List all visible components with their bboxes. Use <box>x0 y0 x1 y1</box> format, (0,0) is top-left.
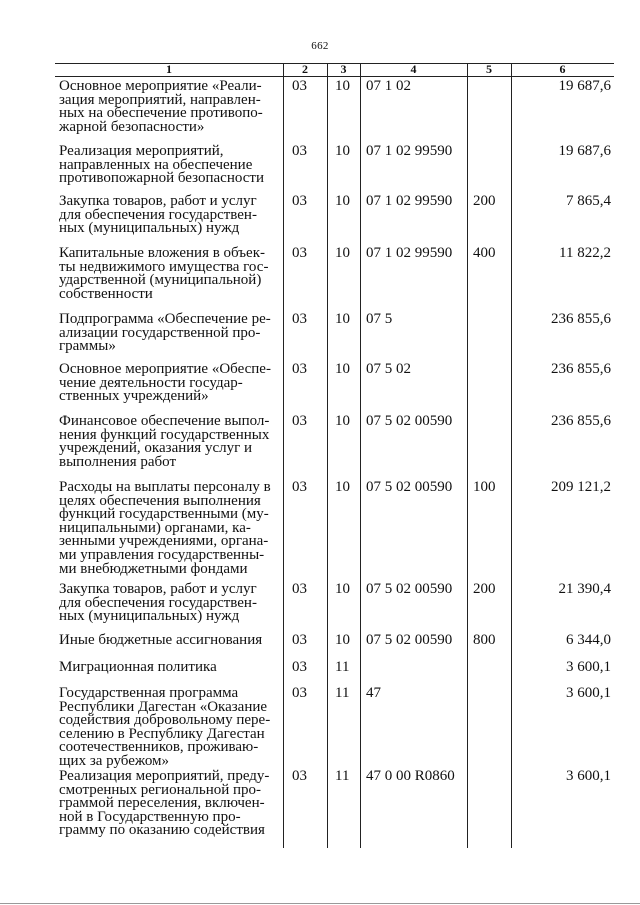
row-name-line: Миграционная политика <box>59 659 217 675</box>
row-section: 03 <box>292 659 307 675</box>
row-target-code: 07 5 02 00590 <box>366 581 453 597</box>
row-amount: 11 822,2 <box>559 245 611 261</box>
row-section: 03 <box>292 768 307 784</box>
row-subsection: 10 <box>335 193 350 209</box>
row-amount: 3 600,1 <box>566 768 611 784</box>
column-divider <box>511 63 512 848</box>
row-subsection: 10 <box>335 581 350 597</box>
page-number: 662 <box>311 40 329 52</box>
row-name-line: ных (муниципальных) нужд <box>59 608 240 625</box>
row-name-line: граммы» <box>59 338 116 355</box>
row-name-line: Основное мероприятие «Реали- <box>59 78 262 94</box>
header-col-3: 3 <box>340 62 347 76</box>
row-name <box>59 583 279 624</box>
row-name-line: грамму по оказанию содействия <box>59 822 265 839</box>
row-section: 03 <box>292 361 307 377</box>
row-name-line: щих за рубежом» <box>59 752 170 769</box>
row-name <box>59 687 279 769</box>
row-name-line: выполнения работ <box>59 453 177 470</box>
row-name <box>59 481 279 576</box>
page-bottom-rule <box>0 903 640 904</box>
row-name-line: Республики Дагестан «Оказание <box>59 698 268 715</box>
row-name <box>59 415 279 469</box>
row-name-line: граммой переселения, включен- <box>59 795 265 812</box>
row-expense-type: 200 <box>473 581 496 597</box>
row-name <box>59 770 279 838</box>
row-name-line: направленных на обеспечение <box>59 156 253 173</box>
row-expense-type: 800 <box>473 632 496 648</box>
row-name-line: ми внебюджетными фондами <box>59 560 248 577</box>
row-subsection: 11 <box>335 768 350 784</box>
row-name-line: соотечественников, проживаю- <box>59 739 259 756</box>
row-name <box>59 145 279 186</box>
row-section: 03 <box>292 311 307 327</box>
row-name-line: ной в Государственную про- <box>59 808 241 825</box>
row-expense-type: 100 <box>473 479 496 495</box>
row-target-code: 07 5 <box>366 311 393 327</box>
row-name-line: Подпрограмма «Обеспечение ре- <box>59 311 271 327</box>
row-name-line: ниципальными) органами, ка- <box>59 519 251 536</box>
row-expense-type: 200 <box>473 193 496 209</box>
row-name-line: нения функций государственных <box>59 426 270 443</box>
row-section: 03 <box>292 143 307 159</box>
row-subsection: 11 <box>335 685 350 701</box>
row-name-line: жарной безопасности» <box>59 118 205 135</box>
row-name-line: ных на обеспечение противопо- <box>59 105 263 122</box>
row-section: 03 <box>292 632 307 648</box>
row-name-line: Иные бюджетные ассигнования <box>59 632 263 648</box>
row-name-line: селению в Республику Дагестан <box>59 725 265 742</box>
row-target-code: 07 1 02 <box>366 78 411 94</box>
row-target-code: 07 5 02 00590 <box>366 632 453 648</box>
row-target-code: 07 1 02 99590 <box>366 143 453 159</box>
row-name-line: ализации государственной про- <box>59 324 261 341</box>
row-section: 03 <box>292 193 307 209</box>
row-name-line: Закупка товаров, работ и услуг <box>59 581 257 597</box>
row-name-line: ных (муниципальных) нужд <box>59 220 240 237</box>
row-section: 03 <box>292 581 307 597</box>
row-name-line: Закупка товаров, работ и услуг <box>59 193 257 209</box>
row-target-code: 07 5 02 00590 <box>366 479 453 495</box>
row-name-line: зенными учреждениями, органа- <box>59 533 269 550</box>
row-name-line: учреждений, оказания услуг и <box>59 440 253 457</box>
row-amount: 236 855,6 <box>551 413 611 429</box>
row-name-line: ударственной (муниципальной) <box>59 272 262 289</box>
row-amount: 19 687,6 <box>558 143 611 159</box>
row-target-code: 47 <box>366 685 381 701</box>
column-divider <box>283 63 284 848</box>
row-subsection: 10 <box>335 245 350 261</box>
row-amount: 236 855,6 <box>551 361 611 377</box>
row-name <box>59 363 279 404</box>
row-name-line: для обеспечения государствен- <box>59 206 257 223</box>
header-col-4: 4 <box>410 62 417 76</box>
row-amount: 6 344,0 <box>566 632 611 648</box>
row-amount: 209 121,2 <box>551 479 611 495</box>
row-section: 03 <box>292 479 307 495</box>
row-name-line: целях обеспечения выполнения <box>59 492 261 509</box>
column-divider <box>327 63 328 848</box>
row-target-code: 07 1 02 99590 <box>366 193 453 209</box>
row-name-line: содействия добровольному пере- <box>59 712 271 729</box>
row-subsection: 10 <box>335 143 350 159</box>
column-divider <box>360 63 361 848</box>
header-col-6: 6 <box>559 62 566 76</box>
row-target-code: 07 5 02 <box>366 361 411 377</box>
row-section: 03 <box>292 685 307 701</box>
row-expense-type: 400 <box>473 245 496 261</box>
row-name-line: ственных учреждений» <box>59 388 209 405</box>
row-name-line: смотренных региональной про- <box>59 781 262 798</box>
row-amount: 3 600,1 <box>566 659 611 675</box>
row-section: 03 <box>292 413 307 429</box>
row-name-line: Реализация мероприятий, преду- <box>59 768 270 784</box>
row-name-line: Государственная программа <box>59 685 239 701</box>
row-name-line: функций государственными (му- <box>59 506 269 523</box>
row-subsection: 10 <box>335 413 350 429</box>
row-name-line: ты недвижимого имущества гос- <box>59 258 269 275</box>
row-name-line: Основное мероприятие «Обеспе- <box>59 361 271 377</box>
row-name-line: чение деятельности государ- <box>59 374 243 391</box>
row-subsection: 10 <box>335 361 350 377</box>
row-target-code: 07 1 02 99590 <box>366 245 453 261</box>
row-amount: 7 865,4 <box>566 193 611 209</box>
row-subsection: 10 <box>335 78 350 94</box>
row-amount: 3 600,1 <box>566 685 611 701</box>
table-header <box>55 63 614 76</box>
row-target-code: 07 5 02 00590 <box>366 413 453 429</box>
column-divider <box>467 63 468 848</box>
header-col-5: 5 <box>486 62 492 76</box>
row-name <box>59 313 279 354</box>
row-name <box>59 661 279 675</box>
row-target-code: 47 0 00 R0860 <box>366 768 455 784</box>
row-amount: 236 855,6 <box>551 311 611 327</box>
row-amount: 21 390,4 <box>558 581 611 597</box>
row-subsection: 11 <box>335 659 350 675</box>
row-name-line: ми управления государственны- <box>59 546 265 563</box>
row-name-line: Реализация мероприятий, <box>59 143 224 159</box>
row-subsection: 10 <box>335 311 350 327</box>
row-section: 03 <box>292 78 307 94</box>
row-name-line: зация мероприятий, направлен- <box>59 91 261 108</box>
row-name-line: для обеспечения государствен- <box>59 594 257 611</box>
row-subsection: 10 <box>335 479 350 495</box>
header-col-2: 2 <box>302 62 308 76</box>
row-name-line: Расходы на выплаты персоналу в <box>59 479 271 495</box>
header-bottom-rule <box>55 76 614 77</box>
header-col-1: 1 <box>166 62 172 76</box>
row-name <box>59 195 279 236</box>
row-name-line: Финансовое обеспечение выпол- <box>59 413 270 429</box>
row-name-line: собственности <box>59 285 153 302</box>
row-section: 03 <box>292 245 307 261</box>
row-name-line: Капитальные вложения в объек- <box>59 245 266 261</box>
row-name-line: противопожарной безопасности <box>59 170 264 187</box>
row-name <box>59 80 279 134</box>
row-name <box>59 247 279 301</box>
budget-table <box>55 63 614 848</box>
row-name <box>59 634 279 648</box>
row-amount: 19 687,6 <box>558 78 611 94</box>
row-subsection: 10 <box>335 632 350 648</box>
